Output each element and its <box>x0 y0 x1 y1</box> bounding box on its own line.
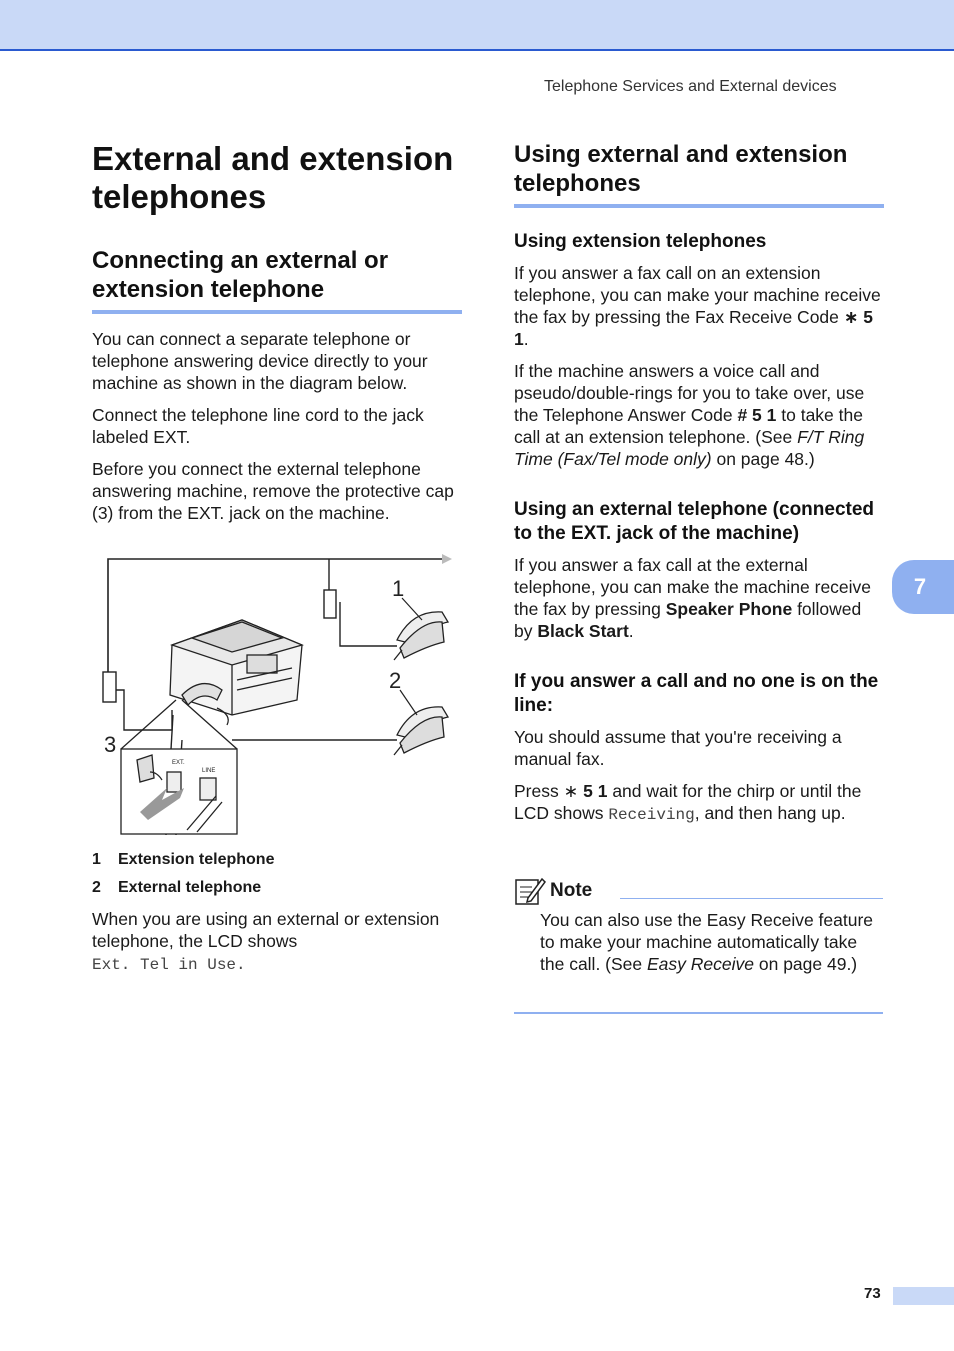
footer-bar <box>893 1287 954 1305</box>
page-number: 73 <box>864 1285 881 1302</box>
note-label: Note <box>550 880 593 901</box>
connection-diagram <box>92 550 462 840</box>
subheading-external: Using an external telephone (connected to the EXT. jack of the machine) <box>514 499 875 544</box>
header-bar <box>0 0 954 51</box>
section-heading-connecting: Connecting an external or extension telephone <box>92 246 462 314</box>
left-column <box>92 140 462 976</box>
ext-jack-label: EXT. <box>172 760 185 766</box>
paragraph-manual-fax: You should assume that you're receiving a manual fax. <box>514 727 842 769</box>
paragraph-fax-receive-code: If you answer a fax call on an extension telephone, you can make your machine receive the fax by pressing the Fax Receive Code ∗ 5 1. <box>514 263 881 349</box>
paragraph-lcd-shows: When you are using an external or extension telephone, the LCD shows Ext. Tel in Use. <box>92 909 440 974</box>
section-heading-using: Using external and extension telephones <box>514 140 884 208</box>
lcd-text: Ext. Tel in Use. <box>92 956 246 974</box>
right-column <box>514 140 884 826</box>
note-header <box>514 876 592 906</box>
lcd-receiving: Receiving <box>608 806 695 824</box>
wall-line-arrow <box>442 554 452 564</box>
paragraph-telephone-answer-code: If the machine answers a voice call and pseudo/double-rings for you to take over, use the Telephone Answer Code # 5 1 to take the call at an extension telephone. (See F/T Ring Time (Fax/Tel mode only) on page 48.) <box>514 361 865 469</box>
subheading-no-one-on-line: If you answer a call and no one is on the line: <box>514 671 879 716</box>
note-rule <box>620 898 883 899</box>
link-ft-ring-time[interactable]: F/T Ring Time (Fax/Tel mode only) <box>514 427 865 469</box>
wall-jack-left <box>103 672 116 702</box>
callout-2: 2 <box>389 668 402 693</box>
line-jack-label: LINE <box>202 768 216 774</box>
link-easy-receive[interactable]: Easy Receive <box>647 954 754 974</box>
external-telephone-icon <box>394 707 448 755</box>
fax-machine <box>170 620 302 725</box>
subheading-extension: Using extension telephones <box>514 231 767 252</box>
note-pencil-icon <box>514 876 546 906</box>
paragraph-speaker-phone: If you answer a fax call at the external telephone, you can make the machine receive the fax by pressing Speaker Phone followed by Black Start. <box>514 555 872 641</box>
callout-3: 3 <box>104 732 117 757</box>
wall-jack-upper <box>324 590 336 618</box>
page-title: External and extension telephones <box>92 140 454 215</box>
paragraph-connect-intro: You can connect a separate telephone or telephone answering device directly to your machine as shown in the diagram below. <box>92 329 428 393</box>
paragraph-press-code: Press ∗ 5 1 and wait for the chirp or until the LCD shows Receiving, and then hang up. <box>514 781 862 824</box>
paragraph-connect-cord: Connect the telephone line cord to the jack labeled EXT. <box>92 405 424 447</box>
running-head: Telephone Services and External devices <box>544 78 837 95</box>
legend-item: 1 Extension telephone <box>92 851 275 868</box>
paragraph-protective-cap: Before you connect the external telephone answering machine, remove the protective cap (3) from the EXT. jack on the machine. <box>92 459 454 523</box>
diagram-legend <box>92 850 462 898</box>
note-text: You can also use the Easy Receive feature to make your machine automatically take the call. (See Easy Receive on page 49.) <box>540 910 874 974</box>
callout-1: 1 <box>392 576 405 601</box>
jack-detail-box <box>121 700 237 834</box>
chapter-tab: 7 <box>892 560 954 614</box>
legend-item: 2 External telephone <box>92 879 262 896</box>
note-box <box>514 876 883 1014</box>
